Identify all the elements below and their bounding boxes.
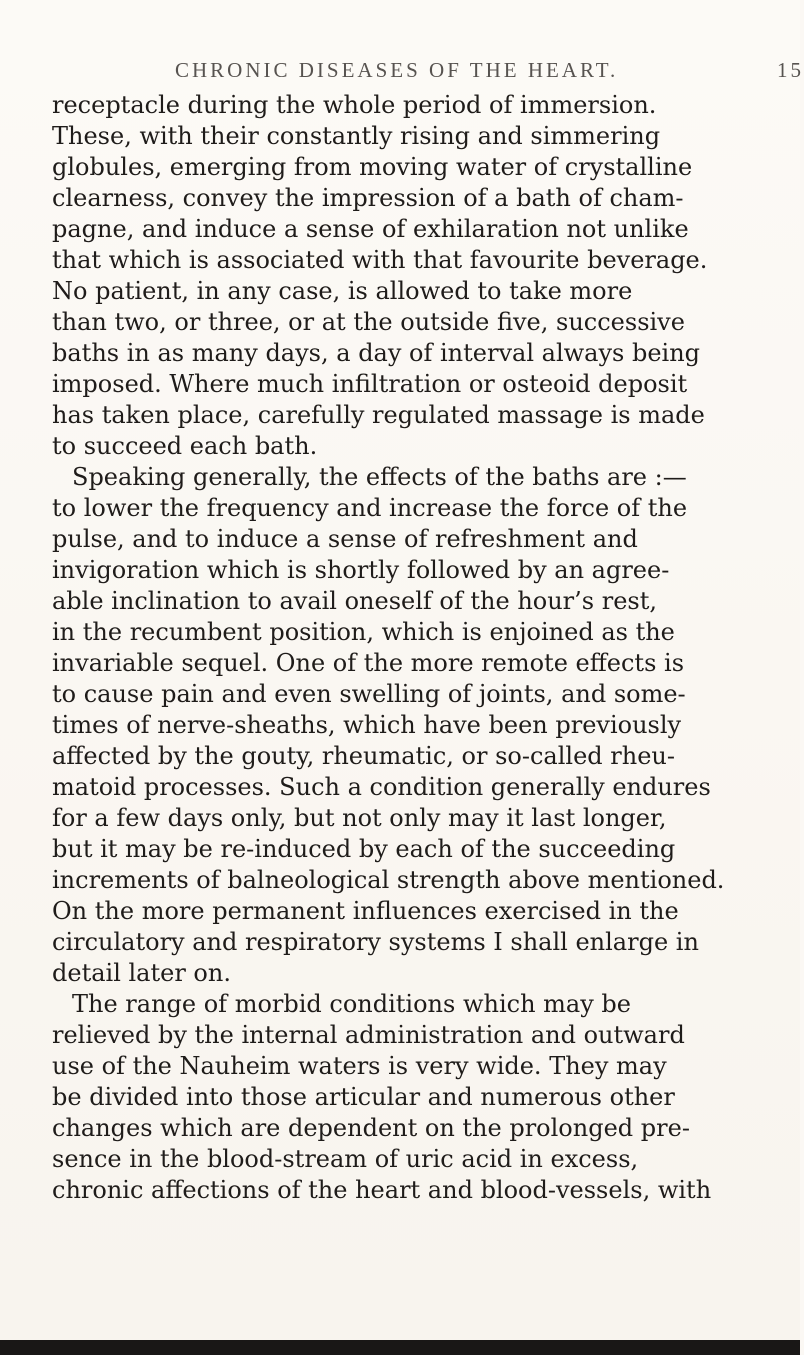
text-line: No patient, in any case, is allowed to take more bbox=[52, 277, 633, 305]
text-line: changes which are dependent on the prolonged pre- bbox=[52, 1114, 690, 1142]
text-line: On the more permanent influences exercised in the bbox=[52, 897, 679, 925]
text-line: detail later on. bbox=[52, 959, 231, 987]
text-line: affected by the gouty, rheumatic, or so-called rheu- bbox=[52, 742, 675, 770]
text-line: relieved by the internal administration and outward bbox=[52, 1021, 685, 1049]
bottom-edge-shadow bbox=[0, 1340, 800, 1355]
page-number: 15 bbox=[777, 58, 804, 82]
paragraph-start-line: The range of morbid conditions which may be bbox=[72, 990, 631, 1018]
text-line: in the recumbent position, which is enjoined as the bbox=[52, 618, 675, 646]
body-text bbox=[52, 90, 777, 1206]
text-line: that which is associated with that favourite beverage. bbox=[52, 246, 708, 274]
text-line: imposed. Where much infiltration or osteoid deposit bbox=[52, 370, 688, 398]
text-line: to lower the frequency and increase the force of the bbox=[52, 494, 688, 522]
text-line: increments of balneological strength above mentioned. bbox=[52, 866, 725, 894]
text-line: than two, or three, or at the outside five, successive bbox=[52, 308, 685, 336]
text-line: baths in as many days, a day of interval always being bbox=[52, 339, 701, 367]
text-line: able inclination to avail oneself of the hour’s rest, bbox=[52, 587, 657, 615]
text-line: sence in the blood-stream of uric acid in excess, bbox=[52, 1145, 639, 1173]
text-line: pagne, and induce a sense of exhilaration not unlike bbox=[52, 215, 689, 243]
text-line: to succeed each bath. bbox=[52, 432, 318, 460]
text-line: matoid processes. Such a condition generally endures bbox=[52, 773, 711, 801]
text-line: globules, emerging from moving water of crystalline bbox=[52, 153, 693, 181]
text-line: times of nerve-sheaths, which have been previously bbox=[52, 711, 682, 739]
text-line: circulatory and respiratory systems I shall enlarge in bbox=[52, 928, 699, 956]
text-line: use of the Nauheim waters is very wide. They may bbox=[52, 1052, 667, 1080]
text-line: be divided into those articular and numerous other bbox=[52, 1083, 675, 1111]
text-line: pulse, and to induce a sense of refreshment and bbox=[52, 525, 638, 553]
text-line: clearness, convey the impression of a bath of cham- bbox=[52, 184, 684, 212]
text-line: invigoration which is shortly followed by an agree- bbox=[52, 556, 670, 584]
paragraph-start-line: Speaking generally, the effects of the baths are :— bbox=[72, 463, 687, 491]
text-line: These, with their constantly rising and simmering bbox=[52, 122, 661, 150]
text-line: to cause pain and even swelling of joints, and some- bbox=[52, 680, 686, 708]
text-line: invariable sequel. One of the more remote effects is bbox=[52, 649, 685, 677]
text-line: chronic affections of the heart and blood-vessels, with bbox=[52, 1176, 712, 1204]
running-head-title: CHRONIC DISEASES OF THE HEART. bbox=[175, 58, 619, 82]
text-line: but it may be re-induced by each of the succeeding bbox=[52, 835, 676, 863]
text-line: has taken place, carefully regulated massage is made bbox=[52, 401, 705, 429]
text-line: for a few days only, but not only may it last longer, bbox=[52, 804, 667, 832]
running-head bbox=[0, 58, 804, 86]
text-line: receptacle during the whole period of immersion. bbox=[52, 91, 657, 119]
